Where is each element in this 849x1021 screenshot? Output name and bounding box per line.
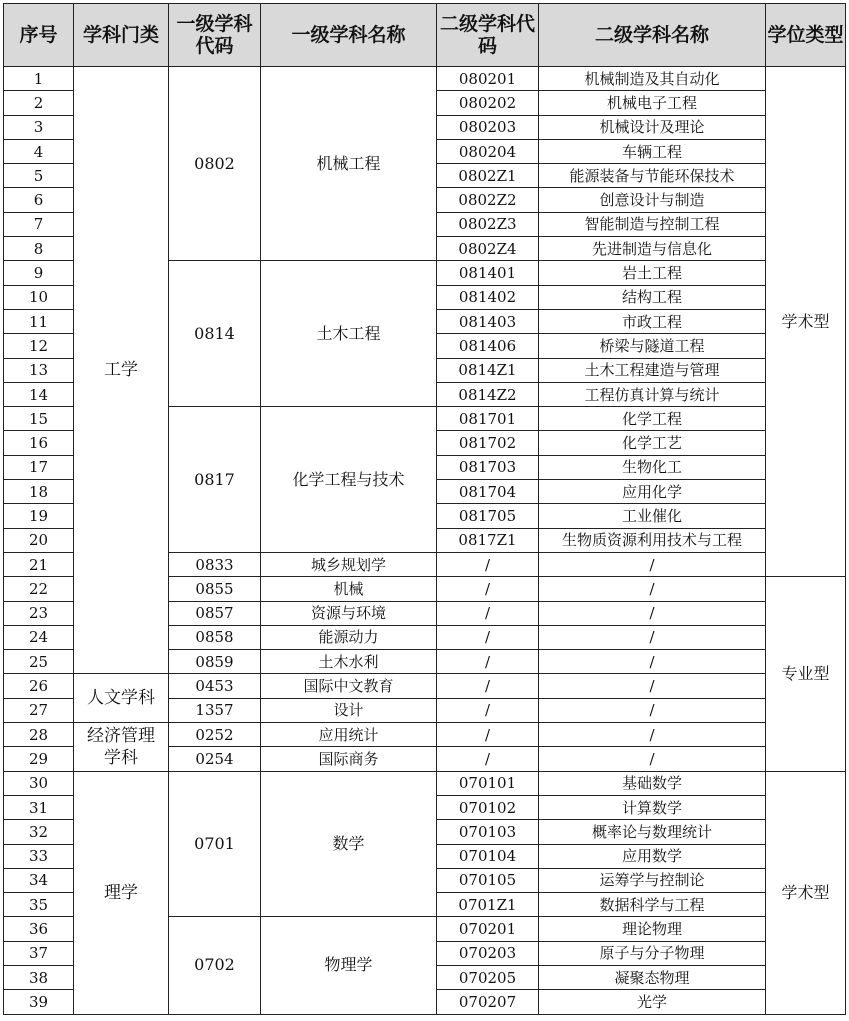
table-row (4, 771, 846, 795)
first-level-code: 0857 (169, 601, 261, 625)
first-level-name: 城乡规划学 (261, 552, 437, 576)
first-level-code: 0802 (169, 67, 261, 261)
row-serial: 32 (4, 820, 74, 844)
second-level-code: 0817Z1 (437, 528, 539, 552)
row-serial: 5 (4, 164, 74, 188)
header-second-level-code: 二级学科代码 (437, 4, 539, 67)
second-level-code: 0802Z4 (437, 237, 539, 261)
table-row (4, 67, 846, 91)
row-serial: 28 (4, 723, 74, 747)
discipline-table (3, 3, 846, 1015)
row-serial: 16 (4, 431, 74, 455)
second-level-code: / (437, 577, 539, 601)
second-level-code: 081704 (437, 480, 539, 504)
row-serial: 11 (4, 309, 74, 333)
row-serial: 37 (4, 941, 74, 965)
first-level-code: 0701 (169, 771, 261, 917)
second-level-name: 概率论与数理统计 (539, 820, 766, 844)
row-serial: 7 (4, 212, 74, 236)
second-level-code: / (437, 625, 539, 649)
second-level-name: / (539, 723, 766, 747)
row-serial: 33 (4, 844, 74, 868)
first-level-code: 0453 (169, 674, 261, 698)
table-header (4, 4, 846, 67)
second-level-name: 化学工程 (539, 407, 766, 431)
second-level-name: 先进制造与信息化 (539, 237, 766, 261)
second-level-code: 081705 (437, 504, 539, 528)
first-level-name: 化学工程与技术 (261, 407, 437, 553)
second-level-name: 能源装备与节能环保技术 (539, 164, 766, 188)
second-level-name: 应用数学 (539, 844, 766, 868)
table-row (4, 723, 846, 747)
header-serial: 序号 (4, 4, 74, 67)
second-level-name: 智能制造与控制工程 (539, 212, 766, 236)
first-level-name: 国际中文教育 (261, 674, 437, 698)
header-degree-type: 学位类型 (766, 4, 846, 67)
second-level-name: / (539, 552, 766, 576)
header-category: 学科门类 (74, 4, 169, 67)
degree-type-cell: 专业型 (766, 577, 846, 771)
second-level-code: 081701 (437, 407, 539, 431)
second-level-name: 机械制造及其自动化 (539, 67, 766, 91)
table-wrapper (3, 3, 846, 1015)
second-level-code: 0701Z1 (437, 893, 539, 917)
second-level-code: 070205 (437, 965, 539, 989)
second-level-code: 0802Z1 (437, 164, 539, 188)
second-level-code: 081402 (437, 285, 539, 309)
second-level-name: 生物化工 (539, 455, 766, 479)
second-level-name: 工业催化 (539, 504, 766, 528)
first-level-code: 0855 (169, 577, 261, 601)
second-level-name: / (539, 698, 766, 722)
second-level-code: 070103 (437, 820, 539, 844)
second-level-code: 070201 (437, 917, 539, 941)
row-serial: 31 (4, 795, 74, 819)
row-serial: 6 (4, 188, 74, 212)
row-serial: 34 (4, 868, 74, 892)
second-level-name: 工程仿真计算与统计 (539, 382, 766, 406)
second-level-name: 运筹学与控制论 (539, 868, 766, 892)
header-row (4, 4, 846, 67)
second-level-code: 080201 (437, 67, 539, 91)
second-level-code: / (437, 674, 539, 698)
second-level-code: 070101 (437, 771, 539, 795)
second-level-code: / (437, 698, 539, 722)
second-level-code: 081406 (437, 334, 539, 358)
second-level-code: 070105 (437, 868, 539, 892)
first-level-name: 能源动力 (261, 625, 437, 649)
first-level-name: 国际商务 (261, 747, 437, 771)
second-level-code: 0814Z1 (437, 358, 539, 382)
second-level-name: 桥梁与隧道工程 (539, 334, 766, 358)
row-serial: 17 (4, 455, 74, 479)
first-level-code: 0859 (169, 650, 261, 674)
row-serial: 23 (4, 601, 74, 625)
second-level-code: / (437, 747, 539, 771)
row-serial: 22 (4, 577, 74, 601)
row-serial: 35 (4, 893, 74, 917)
row-serial: 36 (4, 917, 74, 941)
first-level-code: 0817 (169, 407, 261, 553)
row-serial: 1 (4, 67, 74, 91)
second-level-name: / (539, 650, 766, 674)
first-level-code: 0833 (169, 552, 261, 576)
header-first-level-name: 一级学科名称 (261, 4, 437, 67)
first-level-code: 0702 (169, 917, 261, 1014)
second-level-code: 0802Z2 (437, 188, 539, 212)
second-level-code: 0814Z2 (437, 382, 539, 406)
category-cell: 经济管理学科 (74, 723, 169, 772)
row-serial: 10 (4, 285, 74, 309)
first-level-name: 资源与环境 (261, 601, 437, 625)
second-level-code: 0802Z3 (437, 212, 539, 236)
category-cell: 工学 (74, 67, 169, 674)
second-level-code: 070102 (437, 795, 539, 819)
row-serial: 2 (4, 91, 74, 115)
row-serial: 3 (4, 115, 74, 139)
second-level-code: / (437, 601, 539, 625)
row-serial: 13 (4, 358, 74, 382)
first-level-name: 机械 (261, 577, 437, 601)
first-level-code: 1357 (169, 698, 261, 722)
second-level-name: / (539, 625, 766, 649)
header-first-level-code: 一级学科代码 (169, 4, 261, 67)
second-level-code: / (437, 723, 539, 747)
second-level-code: 081401 (437, 261, 539, 285)
row-serial: 21 (4, 552, 74, 576)
second-level-name: 结构工程 (539, 285, 766, 309)
first-level-name: 应用统计 (261, 723, 437, 747)
row-serial: 24 (4, 625, 74, 649)
first-level-name: 土木工程 (261, 261, 437, 407)
second-level-name: 机械电子工程 (539, 91, 766, 115)
second-level-name: 创意设计与制造 (539, 188, 766, 212)
second-level-code: 081403 (437, 309, 539, 333)
category-cell: 人文学科 (74, 674, 169, 723)
row-serial: 25 (4, 650, 74, 674)
second-level-code: 070207 (437, 990, 539, 1014)
second-level-name: / (539, 601, 766, 625)
second-level-code: / (437, 650, 539, 674)
table-row (4, 674, 846, 698)
row-serial: 14 (4, 382, 74, 406)
row-serial: 15 (4, 407, 74, 431)
row-serial: 18 (4, 480, 74, 504)
second-level-name: / (539, 674, 766, 698)
second-level-name: 机械设计及理论 (539, 115, 766, 139)
second-level-name: 市政工程 (539, 309, 766, 333)
second-level-name: 凝聚态物理 (539, 965, 766, 989)
second-level-code: 070104 (437, 844, 539, 868)
row-serial: 9 (4, 261, 74, 285)
second-level-name: 生物质资源利用技术与工程 (539, 528, 766, 552)
first-level-code: 0254 (169, 747, 261, 771)
second-level-name: 理论物理 (539, 917, 766, 941)
category-cell: 理学 (74, 771, 169, 1014)
second-level-name: 化学工艺 (539, 431, 766, 455)
degree-type-cell: 学术型 (766, 67, 846, 577)
first-level-code: 0814 (169, 261, 261, 407)
first-level-name: 物理学 (261, 917, 437, 1014)
table-body (4, 67, 846, 1015)
second-level-name: / (539, 747, 766, 771)
second-level-name: / (539, 577, 766, 601)
first-level-code: 0252 (169, 723, 261, 747)
second-level-name: 光学 (539, 990, 766, 1014)
second-level-name: 计算数学 (539, 795, 766, 819)
second-level-name: 数据科学与工程 (539, 893, 766, 917)
first-level-name: 机械工程 (261, 67, 437, 261)
second-level-code: 081702 (437, 431, 539, 455)
row-serial: 4 (4, 139, 74, 163)
row-serial: 29 (4, 747, 74, 771)
second-level-code: 080204 (437, 139, 539, 163)
second-level-name: 应用化学 (539, 480, 766, 504)
row-serial: 20 (4, 528, 74, 552)
second-level-name: 基础数学 (539, 771, 766, 795)
row-serial: 26 (4, 674, 74, 698)
row-serial: 12 (4, 334, 74, 358)
second-level-name: 原子与分子物理 (539, 941, 766, 965)
row-serial: 19 (4, 504, 74, 528)
first-level-name: 设计 (261, 698, 437, 722)
row-serial: 27 (4, 698, 74, 722)
first-level-name: 土木水利 (261, 650, 437, 674)
second-level-name: 车辆工程 (539, 139, 766, 163)
second-level-code: 080203 (437, 115, 539, 139)
header-second-level-name: 二级学科名称 (539, 4, 766, 67)
second-level-code: 080202 (437, 91, 539, 115)
row-serial: 30 (4, 771, 74, 795)
first-level-code: 0858 (169, 625, 261, 649)
row-serial: 38 (4, 965, 74, 989)
first-level-name: 数学 (261, 771, 437, 917)
second-level-name: 岩土工程 (539, 261, 766, 285)
second-level-code: 070203 (437, 941, 539, 965)
row-serial: 8 (4, 237, 74, 261)
row-serial: 39 (4, 990, 74, 1014)
second-level-code: / (437, 552, 539, 576)
second-level-name: 土木工程建造与管理 (539, 358, 766, 382)
second-level-code: 081703 (437, 455, 539, 479)
degree-type-cell: 学术型 (766, 771, 846, 1014)
